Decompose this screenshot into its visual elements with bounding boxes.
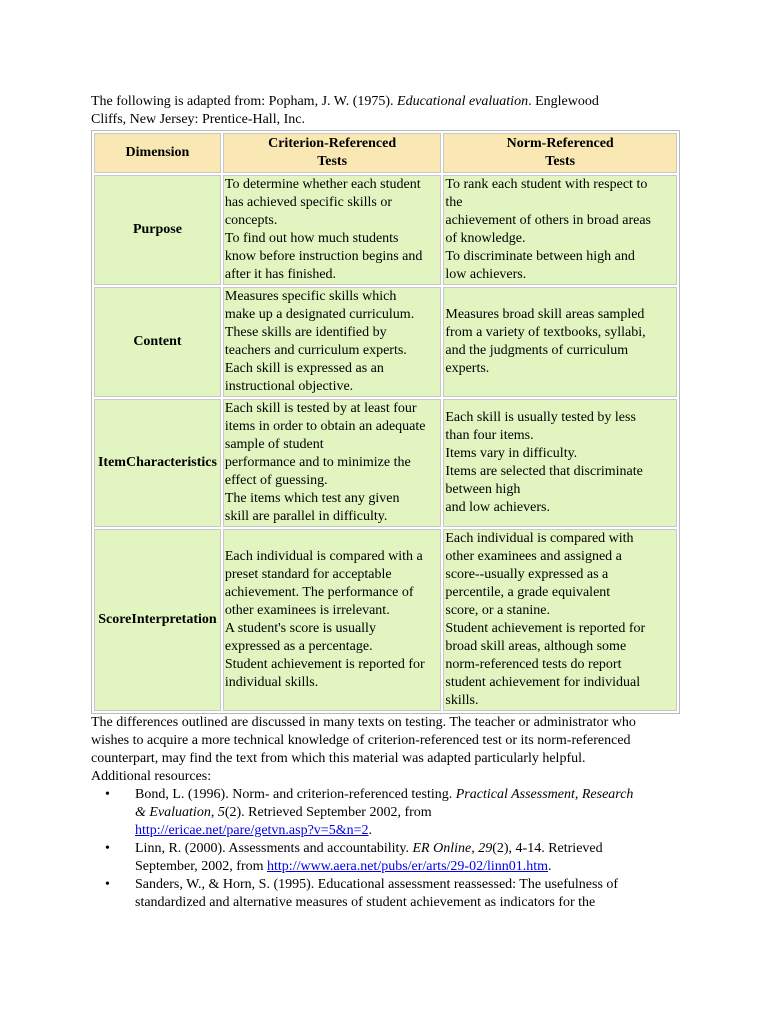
- norm-text-line: of knowledge.: [445, 231, 526, 246]
- criterion-text-line: Student achievement is reported for: [224, 657, 425, 672]
- criterion-text-line: other examinees is irrelevant.: [224, 603, 390, 618]
- bond-reference-link[interactable]: http://ericae.net/pare/getvn.asp?v=5&n=2: [135, 823, 369, 838]
- dimension-cell: [94, 287, 221, 397]
- dimension-text-line: Characteristics: [125, 455, 217, 470]
- dimension-text-line: Item: [97, 455, 126, 470]
- norm-text-line: Student achievement is reported for: [445, 621, 646, 636]
- bullet-icon: •: [105, 841, 110, 856]
- linn-reference-link[interactable]: http://www.aera.net/pubs/er/arts/29-02/linn01.htm: [267, 859, 549, 874]
- reference-text: Bond, L. (1996). Norm- and criterion-referenced testing.: [135, 787, 456, 802]
- norm-text-line: than four items.: [445, 428, 534, 443]
- reference-text: (2). Retrieved September 2002, from: [224, 805, 432, 820]
- reference-text: September, 2002, from: [135, 859, 268, 874]
- discussion-section: [91, 714, 691, 912]
- criterion-text-line: To determine whether each student: [224, 177, 421, 192]
- criterion-text-line: concepts.: [224, 213, 278, 228]
- criterion-text-line: achievement. The performance of: [224, 585, 414, 600]
- norm-text-line: the: [445, 195, 463, 210]
- list-item: [105, 840, 691, 876]
- header-dimension-label: Dimension: [125, 145, 190, 160]
- intro-paragraph: [91, 93, 691, 129]
- discussion-paragraph: [91, 714, 691, 786]
- norm-text-line: other examinees and assigned a: [445, 549, 622, 564]
- header-criterion: [223, 133, 442, 173]
- norm-text-line: Measures broad skill areas sampled: [445, 307, 645, 322]
- criterion-cell: [223, 529, 442, 711]
- criterion-text-line: To find out how much students: [224, 231, 399, 246]
- header-criterion-line2: Tests: [317, 154, 348, 169]
- criterion-text-line: These skills are identified by: [224, 325, 387, 340]
- table-row: [94, 529, 677, 711]
- norm-text-line: score, or a stanine.: [445, 603, 550, 618]
- resources-heading: Additional resources:: [91, 769, 212, 784]
- resources-list: [91, 786, 691, 912]
- norm-text-line: achievement of others in broad areas: [445, 213, 652, 228]
- table-row: [94, 287, 677, 397]
- norm-text-line: Each skill is usually tested by less: [445, 410, 636, 425]
- criterion-text-line: The items which test any given: [224, 491, 400, 506]
- comparison-table: [91, 130, 680, 714]
- reference-text: Linn, R. (2000). Assessments and accountability.: [135, 841, 413, 856]
- reference-text: Sanders, W., & Horn, S. (1995). Educational assessment reassessed: The usefulness of: [135, 877, 619, 892]
- reference-text: (2), 4-14. Retrieved: [492, 841, 603, 856]
- discussion-line: wishes to acquire a more technical knowledge of criterion-referenced test or its norm-referenced: [91, 733, 631, 748]
- criterion-text-line: individual skills.: [224, 675, 319, 690]
- criterion-text-line: make up a designated curriculum.: [224, 307, 415, 322]
- dimension-cell: [94, 175, 221, 285]
- table-row: [94, 175, 677, 285]
- header-dimension: [94, 133, 221, 173]
- norm-text-line: low achievers.: [445, 267, 527, 282]
- criterion-text-line: skill are parallel in difficulty.: [224, 509, 388, 524]
- norm-text-line: To rank each student with respect to: [445, 177, 648, 192]
- criterion-text-line: has achieved specific skills or: [224, 195, 393, 210]
- reference-journal: Practical Assessment, Research: [455, 787, 634, 802]
- discussion-line: counterpart, may find the text from which this material was adapted particularly helpful.: [91, 751, 586, 766]
- norm-cell: [443, 399, 677, 527]
- discussion-line: The differences outlined are discussed in many texts on testing. The teacher or administrator who: [91, 715, 636, 730]
- criterion-text-line: items in order to obtain an adequate: [224, 419, 426, 434]
- criterion-text-line: Each skill is expressed as an: [224, 361, 384, 376]
- dimension-text-line: Purpose: [132, 222, 182, 237]
- header-criterion-line1: Criterion-Referenced: [268, 136, 397, 151]
- norm-text-line: and the judgments of curriculum: [445, 343, 629, 358]
- norm-text-line: experts.: [445, 361, 490, 376]
- norm-cell: [443, 175, 677, 285]
- criterion-text-line: effect of guessing.: [224, 473, 328, 488]
- criterion-text-line: expressed as a percentage.: [224, 639, 373, 654]
- list-item: [105, 786, 691, 840]
- list-item: [105, 876, 691, 912]
- criterion-text-line: Measures specific skills which: [224, 289, 397, 304]
- criterion-text-line: Each skill is tested by at least four: [224, 401, 417, 416]
- criterion-cell: [223, 175, 442, 285]
- reference-period: .: [548, 859, 552, 874]
- bullet-icon: •: [105, 787, 110, 802]
- criterion-text-line: instructional objective.: [224, 379, 354, 394]
- norm-text-line: To discriminate between high and: [445, 249, 635, 264]
- dimension-cell: [94, 399, 221, 527]
- criterion-text-line: sample of student: [224, 437, 324, 452]
- intro-publisher: Cliffs, New Jersey: Prentice-Hall, Inc.: [91, 112, 305, 127]
- reference-journal: ER Online, 29: [412, 841, 493, 856]
- table-row: [94, 399, 677, 527]
- criterion-text-line: A student's score is usually: [224, 621, 376, 636]
- norm-cell: [443, 529, 677, 711]
- header-norm-line2: Tests: [545, 154, 576, 169]
- norm-text-line: norm-referenced tests do report: [445, 657, 622, 672]
- norm-text-line: Each individual is compared with: [445, 531, 634, 546]
- header-norm-line1: Norm-Referenced: [506, 136, 614, 151]
- dimension-text-line: Interpretation: [131, 612, 217, 627]
- bullet-icon: •: [105, 877, 110, 892]
- table-header-row: [94, 133, 677, 173]
- norm-text-line: percentile, a grade equivalent: [445, 585, 611, 600]
- norm-text-line: Items are selected that discriminate: [445, 464, 643, 479]
- norm-text-line: student achievement for individual: [445, 675, 641, 690]
- norm-text-line: Items vary in difficulty.: [445, 446, 578, 461]
- norm-text-line: skills.: [445, 693, 479, 708]
- intro-text-after: . Englewood: [528, 94, 599, 109]
- criterion-cell: [223, 399, 442, 527]
- criterion-text-line: Each individual is compared with a: [224, 549, 423, 564]
- norm-text-line: and low achievers.: [445, 500, 550, 515]
- norm-text-line: broad skill areas, although some: [445, 639, 627, 654]
- criterion-text-line: after it has finished.: [224, 267, 337, 282]
- dimension-text-line: Content: [133, 334, 182, 349]
- norm-cell: [443, 287, 677, 397]
- reference-text: standardized and alternative measures of student achievement as indicators for the: [135, 895, 596, 910]
- criterion-text-line: teachers and curriculum experts.: [224, 343, 407, 358]
- criterion-cell: [223, 287, 442, 397]
- norm-text-line: from a variety of textbooks, syllabi,: [445, 325, 646, 340]
- criterion-text-line: performance and to minimize the: [224, 455, 411, 470]
- dimension-cell: [94, 529, 221, 711]
- criterion-text-line: know before instruction begins and: [224, 249, 423, 264]
- criterion-text-line: preset standard for acceptable: [224, 567, 392, 582]
- reference-period: .: [368, 823, 372, 838]
- intro-book-title: Educational evaluation: [397, 94, 529, 109]
- dimension-text-line: Score: [98, 612, 132, 627]
- intro-text: The following is adapted from: Popham, J. W. (1975).: [91, 94, 398, 109]
- reference-volume: & Evaluation, 5: [135, 805, 225, 820]
- norm-text-line: score--usually expressed as a: [445, 567, 609, 582]
- norm-text-line: between high: [445, 482, 521, 497]
- header-norm: [443, 133, 677, 173]
